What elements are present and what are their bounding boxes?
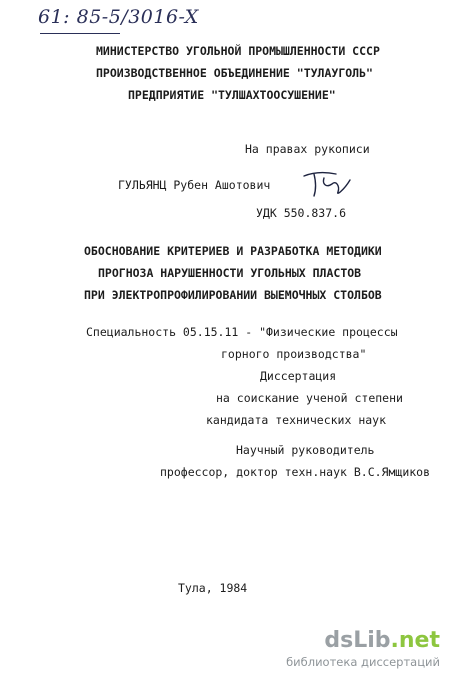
dslib-watermark: [286, 629, 440, 669]
org-association: ПРОИЗВОДСТВЕННОЕ ОБЪЕДИНЕНИЕ "ТУЛАУГОЛЬ": [96, 66, 373, 80]
specialty-line2: горного производства": [221, 347, 367, 361]
degree-line2: кандидата технических наук: [206, 413, 387, 427]
watermark-subtitle: библиотека диссертаций: [286, 655, 440, 669]
watermark-logo: dsLib.net: [324, 628, 440, 653]
rights-note: На правах рукописи: [245, 142, 370, 156]
udc-code: УДК 550.837.6: [256, 206, 347, 220]
document-type: Диссертация: [260, 369, 337, 383]
handwritten-underline: [40, 33, 120, 34]
author-signature: [300, 166, 360, 200]
city-year: Тула, 1984: [178, 581, 248, 595]
supervisor-label: Научный руководитель: [236, 443, 375, 457]
degree-line1: на соискание ученой степени: [216, 391, 403, 405]
thesis-title-line1: ОБОСНОВАНИЕ КРИТЕРИЕВ И РАЗРАБОТКА МЕТОДИКИ: [84, 244, 382, 258]
specialty-line1: Специальность 05.15.11 - "Физические процессы: [86, 325, 398, 339]
org-enterprise: ПРЕДПРИЯТИЕ "ТУЛШАХТООСУШЕНИЕ": [128, 88, 336, 102]
thesis-title-line3: ПРИ ЭЛЕКТРОПРОФИЛИРОВАНИИ ВЫЕМОЧНЫХ СТОЛБОВ: [84, 288, 382, 302]
org-ministry: МИНИСТЕРСТВО УГОЛЬНОЙ ПРОМЫШЛЕННОСТИ СССР: [96, 44, 380, 58]
supervisor-name: профессор, доктор техн.наук В.С.Ямщиков: [160, 465, 431, 479]
handwritten-catalog-note: 61: 85-5/3016-X: [38, 6, 199, 28]
thesis-title-line2: ПРОГНОЗА НАРУШЕННОСТИ УГОЛЬНЫХ ПЛАСТОВ: [98, 266, 362, 280]
author-name: ГУЛЬЯНЦ Рубен Ашотович: [118, 178, 271, 192]
